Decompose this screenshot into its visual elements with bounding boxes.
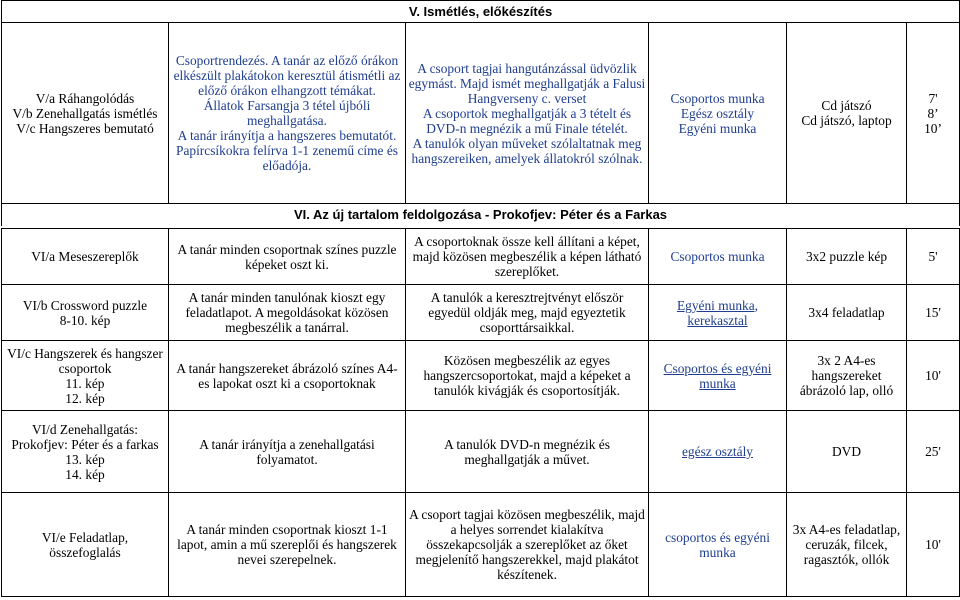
teacher-activity: A tanár minden csoportnak színes puzzle képeket oszt ki. — [169, 229, 406, 285]
student-activity: A csoport tagjai hangutánzással üdvözlik egymást. Majd ismét meghallgatják a Falusi Hangverseny c. verset — [408, 60, 646, 106]
table-row — [2, 229, 960, 285]
teacher-activity: A tanár irányítja a zenehallgatási folyamatot. — [169, 411, 406, 493]
student-activity: A tanulók DVD-n megnézik és meghallgatják a művet. — [406, 411, 649, 493]
section-v-title: V. Ismétlés, előkészítés — [2, 1, 960, 23]
phase-cell — [2, 341, 169, 411]
section-vi-title: VI. Az új tartalom feldolgozása - Prokofjev: Péter és a Farkas — [2, 204, 960, 226]
phase-label: VI/d Zenehallgatás: Prokofjev: Péter és a farkas — [11, 421, 159, 452]
student-activity: A tanulók a keresztrejtvényt először egyedül oldják meg, majd egyeztetik csoporttársaikkal. — [406, 285, 649, 341]
work-form: Egész osztály — [680, 105, 755, 121]
teacher-activity: Állatok Farsangja 3 tétel újbóli meghallgatása. — [203, 98, 371, 128]
picture-ref: 11. kép — [65, 375, 105, 391]
phase-label: VI/b Crossword puzzle — [22, 297, 148, 313]
student-activity: Közösen megbeszélik az egyes hangszercsoportokat, majd a képeket a tanulók kivágják és csoportosítják. — [406, 341, 649, 411]
teacher-activity: Csoportrendezés. A tanár az előző órákon elkészült plakátokon keresztül átismétli az előző órákon elhangzott témákat. — [173, 53, 401, 98]
section-v-teacher — [169, 23, 406, 204]
work-form: csoportos és egyéni munka — [649, 493, 787, 597]
work-form: egész osztály — [649, 411, 787, 493]
student-activity: A csoport tagjai közösen megbeszélik, majd a helyes sorrendet kialakítva összekapcsolják a szereplőket az őket megjelenítő hangszerekkel, majd plakátot készítenek. — [406, 493, 649, 597]
teacher-activity: A tanár minden tanulónak kioszt egy feladatlapot. A megoldásokat közösen megbeszélik a tanárral. — [169, 285, 406, 341]
phase-cell — [2, 493, 169, 597]
tool-label: DVD — [787, 411, 907, 493]
time-label: 10’ — [924, 120, 942, 136]
tool-label: 3x4 feladatlap — [787, 285, 907, 341]
work-form: Csoportos munka — [649, 229, 787, 285]
time-label: 25' — [907, 411, 960, 493]
tool-label: Cd játszó — [821, 98, 872, 113]
teacher-activity: A tanár hangszereket ábrázoló színes A4-es lapokat oszt ki a csoportoknak — [169, 341, 406, 411]
section-v-students — [406, 23, 649, 204]
phase-cell — [2, 285, 169, 341]
tool-label: 3x A4-es feladatlap, ceruzák, filcek, ragasztók, ollók — [787, 493, 907, 597]
phase-label: VI/a Meseszereplők — [31, 249, 139, 264]
time-label: 10' — [907, 493, 960, 597]
section-v-tools — [787, 23, 907, 204]
section-vi-table — [1, 228, 960, 597]
section-v-forms — [649, 23, 787, 204]
tool-label: Cd játszó, laptop — [801, 113, 892, 128]
phase-label: VI/e Feladatlap, összefoglalás — [41, 529, 129, 560]
time-label: 7' — [928, 90, 938, 106]
work-form: Csoportos munka — [670, 90, 765, 106]
tool-label: 3x2 puzzle kép — [787, 229, 907, 285]
work-form: Egyéni munka — [678, 120, 757, 136]
teacher-activity: A tanár minden csoportnak kioszt 1-1 lapot, amin a mű szereplői és hangszerek nevei szerepelnek. — [169, 493, 406, 597]
table-row — [2, 411, 960, 493]
phase-label: V/a Ráhangolódás — [35, 90, 135, 106]
phase-label: V/c Hangszeres bemutató — [16, 120, 154, 136]
section-v-phases — [2, 23, 169, 204]
tool-label: 3x 2 A4-es hangszereket ábrázoló lap, olló — [787, 341, 907, 411]
picture-ref: 8-10. kép — [59, 312, 111, 328]
phase-label: VI/c Hangszerek és hangszer csoportok — [7, 345, 163, 376]
table-row — [2, 493, 960, 597]
table-row — [2, 341, 960, 411]
picture-ref: 13. kép — [65, 451, 105, 467]
student-activity: A csoportok meghallgatják a 3 tételt és DVD-n megnézik a mű Finale tételét. — [422, 105, 632, 136]
time-label: 10' — [907, 341, 960, 411]
section-v-table — [1, 0, 960, 226]
student-activity: A tanulók olyan műveket szólaltatnak meg hangszereiken, amelyek állatokról szólnak. — [411, 135, 643, 166]
table-row — [2, 285, 960, 341]
work-form: Csoportos és egyéni munka — [649, 341, 787, 411]
section-v-times — [907, 23, 960, 204]
student-activity: A csoportoknak össze kell állítani a képet, majd közösen megbeszélik a képen látható szereplőket. — [406, 229, 649, 285]
time-label: 15' — [907, 285, 960, 341]
phase-cell — [2, 411, 169, 493]
time-label: 5' — [907, 229, 960, 285]
phase-cell — [2, 229, 169, 285]
time-label: 8’ — [927, 105, 939, 121]
picture-ref: 12. kép — [65, 390, 105, 406]
picture-ref: 14. kép — [65, 466, 105, 482]
phase-label: V/b Zenehallgatás ismétlés — [12, 105, 158, 121]
work-form: Egyéni munka, kerekasztal — [649, 285, 787, 341]
teacher-activity: A tanár irányítja a hangszeres bemutatót. Papírcsíkokra felírva 1-1 zenemű címe és előadója. — [176, 128, 398, 173]
